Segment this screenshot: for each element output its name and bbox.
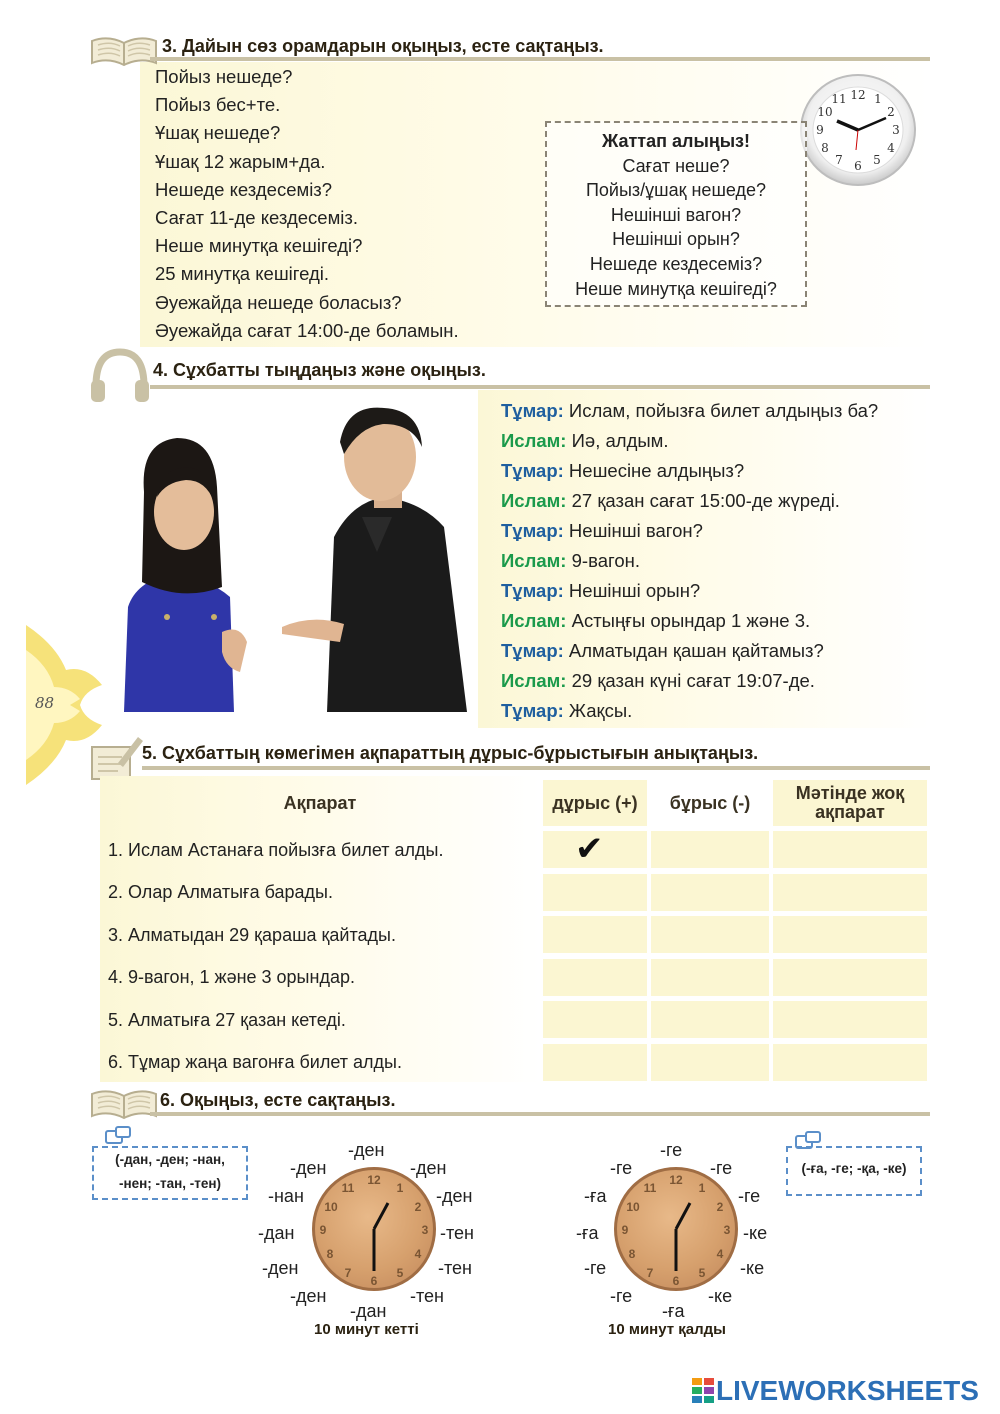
dial-number: 5 [396,1266,404,1280]
answer-cell-correct[interactable] [543,916,647,953]
svg-text:3: 3 [892,123,900,137]
answer-cell-correct[interactable] [543,1001,647,1038]
dialog [501,396,878,726]
open-book-icon [88,1086,160,1122]
suffix-label: -ке [740,1258,765,1278]
suffix-label: -ге [610,1158,633,1178]
speaker-label: Ислам: [501,610,567,631]
speaker-label: Тұмар: [501,460,564,481]
memorize-item: Нешінші вагон? [610,204,742,225]
speaker-label: Ислам: [501,550,567,571]
memorize-item: Неше минутқа кешігеді? [575,278,777,299]
clock-caption: 10 минут қалды [608,1321,726,1338]
speaker-label: Тұмар: [501,400,564,421]
dial-number: 7 [646,1266,654,1280]
dialog-line [501,666,878,696]
phrase: Нешеде кездесеміз? [155,178,333,200]
answer-cell-wrong[interactable] [651,1044,769,1081]
suffix-label: -ден [436,1186,473,1206]
suffix-label: -ге [710,1158,733,1178]
dial-number: 11 [643,1181,657,1195]
section6-title: 6. Оқыңыз, есте сақтаңыз. [160,1090,396,1110]
statement-row: 1. Ислам Астанаға пойызға билет алды. [108,840,444,860]
phrase-list [155,63,459,345]
suffix-label: -ден [290,1286,327,1306]
dial-number: 10 [626,1200,640,1214]
dialog-text: Нешесіне алдыңыз? [563,460,745,481]
column-header: бұрыс (-) [651,780,769,826]
dial-number: 9 [319,1223,327,1237]
phrase: 25 минутқа кешігеді. [155,263,330,285]
answer-cell-wrong[interactable] [651,959,769,996]
column-header: Ақпарат [283,792,357,813]
section5-rule [142,766,930,770]
dial-number: 4 [414,1247,422,1261]
phrase: Пойыз нешеде? [155,66,293,87]
answer-cell-wrong[interactable] [651,831,769,868]
svg-text:5: 5 [873,153,881,167]
suffix-label: -дан [350,1301,387,1321]
suffix-label: -ке [708,1286,733,1306]
speaker-label: Ислам: [501,430,567,451]
answer-cell-not-in-text[interactable] [773,916,927,953]
phrase: Әуежайда нешеде боласыз? [155,291,402,313]
statement-row: 2. Олар Алматыға барады. [108,882,333,902]
memorize-item: Нешінші орын? [612,229,740,250]
statement-row: 5. Алматыға 27 қазан кетеді. [108,1010,346,1030]
answer-cell-not-in-text[interactable] [773,959,927,996]
dialog-line [501,546,878,576]
phrase: Сағат 11-де кездесеміз. [155,206,359,228]
page-number: 88 [35,694,55,712]
photo-two-people [122,402,472,712]
answer-cell-not-in-text[interactable] [773,874,927,911]
svg-text:8: 8 [821,141,829,155]
suffix-label: -тен [440,1223,474,1243]
logo-icon [692,1378,714,1404]
svg-text:11: 11 [831,92,847,106]
svg-text:6: 6 [854,159,862,173]
dialog-text: Астыңғы орындар 1 және 3. [566,610,811,631]
svg-text:7: 7 [835,153,843,167]
answer-cell-not-in-text[interactable] [773,1044,927,1081]
dial-number: 3 [421,1223,429,1237]
answer-cell-correct[interactable] [543,959,647,996]
speaker-label: Ислам: [501,670,567,691]
memorize-title: Жаттап алыңыз! [601,131,751,151]
headphones-icon [88,346,152,404]
svg-text:12: 12 [850,88,866,102]
suffix-label: -ге [660,1140,683,1160]
memorize-item: Пойыз/ұшақ нешеде? [585,180,767,201]
suffix-label: -ға [584,1186,607,1206]
clock-hands [614,1167,738,1291]
dialog-text: 27 қазан сағат 15:00-де жүреді. [566,490,840,511]
speaker-label: Тұмар: [501,580,564,601]
suffix-box-line: (-дан, -ден; -нан, [115,1152,225,1167]
dialog-line [501,396,878,426]
dial-number: 12 [669,1173,683,1187]
dialog-text: Иә, алдым. [566,430,669,451]
column-header: дұрыс (+) [543,780,647,826]
dialog-line [501,576,878,606]
statement-row: 6. Тұмар жаңа вагонға билет алды. [108,1052,402,1072]
suffix-label: -ге [584,1258,607,1278]
dial-number: 8 [628,1247,636,1261]
dialog-text: Жақсы. [563,700,633,721]
svg-text:2: 2 [887,105,895,119]
dial-number: 7 [344,1266,352,1280]
brand-name[interactable]: LIVEWORKSHEETS [716,1375,979,1406]
suffix-label: -нан [268,1186,304,1206]
section4-title: 4. Сұхбатты тыңдаңыз және оқыңыз. [153,360,486,380]
speaker-label: Тұмар: [501,640,564,661]
suffix-label: -тен [438,1258,472,1278]
dial-number: 5 [698,1266,706,1280]
dial-number: 4 [716,1247,724,1261]
memorize-item: Сағат неше? [622,155,730,176]
dialog-line [501,456,878,486]
memorize-box [545,121,807,307]
dial-number: 1 [698,1181,706,1195]
answer-cell-not-in-text[interactable] [773,831,927,868]
dialog-line [501,636,878,666]
phrase: Ұшақ нешеде? [155,122,281,144]
phrase: Неше минутқа кешігеді? [155,235,363,257]
section3-rule [150,57,930,61]
open-book-icon [88,33,160,69]
section6-rule [150,1112,930,1116]
section5-title: 5. Сұхбаттың көмегімен ақпараттың дұрыс-бұрыстығын анықтаңыз. [142,743,759,763]
speaker-label: Тұмар: [501,520,564,541]
dialog-line [501,696,878,726]
suffix-box-line: (-ға, -ге; -қа, -ке) [801,1161,907,1176]
dial-number: 10 [324,1200,338,1214]
wall-clock-image [798,72,918,188]
suffix-label: -тен [410,1286,444,1306]
suffix-label: -ға [662,1301,685,1321]
dial-number: 1 [396,1181,404,1195]
svg-text:4: 4 [887,141,895,155]
suffix-label: -ден [348,1140,385,1160]
suffix-label: -ден [290,1158,327,1178]
answer-cell-not-in-text[interactable] [773,1001,927,1038]
phrase: Пойыз бес+те. [155,94,281,116]
answer-cell-wrong[interactable] [651,1001,769,1038]
section3-title: 3. Дайын сөз орамдарын оқыңыз, есте сақтаңыз. [162,36,604,56]
suffix-box-ablative [92,1146,248,1200]
answer-cell-wrong[interactable] [651,916,769,953]
suffix-label: -ке [743,1223,768,1243]
speaker-label: Тұмар: [501,700,564,721]
liveworksheets-logo [692,1375,979,1407]
suffix-box-line: -нен; -тан, -тен) [118,1176,222,1191]
dialog-text: Ислам, пойызға билет алдыңыз ба? [563,400,879,421]
dial-number: 2 [716,1200,724,1214]
suffix-label: -ден [262,1258,299,1278]
dial-number: 3 [723,1223,731,1237]
dialog-line [501,606,878,636]
memorize-item: Нешеде кездесеміз? [589,253,763,274]
statement-row: 4. 9-вагон, 1 және 3 орындар. [108,967,355,987]
svg-text:1: 1 [874,92,882,106]
section4-rule [150,385,930,389]
suffix-label: -ге [738,1186,761,1206]
dial-number: 6 [370,1274,378,1288]
dial-number: 6 [672,1274,680,1288]
clock-hands [312,1167,436,1291]
suffix-label: -дан [258,1223,295,1243]
answer-cell-wrong[interactable] [651,874,769,911]
svg-text:9: 9 [816,123,824,137]
clock-caption: 10 минут кетті [314,1321,419,1338]
suffix-label: -ға [576,1223,599,1243]
checkmark-icon: ✔ [575,829,604,869]
phrase: Әуежайда сағат 14:00-де боламын. [155,319,459,341]
dialog-text: 29 қазан күні сағат 19:07-де. [566,670,815,691]
dialog-line [501,516,878,546]
speaker-label: Ислам: [501,490,567,511]
dial-number: 8 [326,1247,334,1261]
suffix-label: -ге [610,1286,633,1306]
answer-cell-correct[interactable] [543,1044,647,1081]
svg-text:10: 10 [817,105,833,119]
dialog-text: Алматыдан қашан қайтамыз? [563,640,824,661]
dialog-text: Нешінші вагон? [563,520,703,541]
dial-number: 12 [367,1173,381,1187]
column-header: Мәтінде жоқ ақпарат [773,780,927,826]
dial-number: 9 [621,1223,629,1237]
dial-number: 2 [414,1200,422,1214]
dialog-text: Нешінші орын? [563,580,701,601]
dial-number: 11 [341,1181,355,1195]
dialog-text: 9-вагон. [566,550,640,571]
suffix-box-dative [786,1146,922,1196]
dialog-line [501,486,878,516]
answer-cell-correct[interactable] [543,874,647,911]
statement-row: 3. Алматыдан 29 қараша қайтады. [108,925,396,945]
dialog-line [501,426,878,456]
phrase: Ұшақ 12 жарым+да. [155,150,326,172]
suffix-label: -ден [410,1158,447,1178]
